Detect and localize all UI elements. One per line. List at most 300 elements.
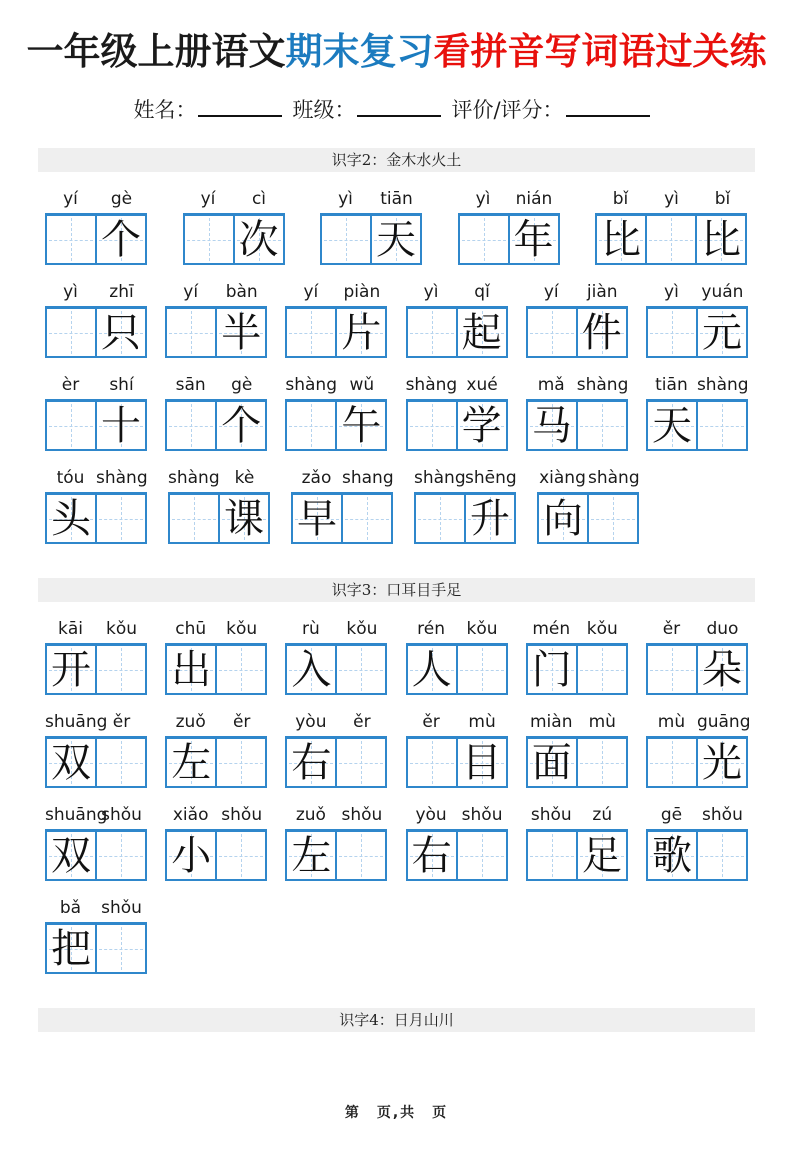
pinyin-row [406, 614, 508, 643]
pinyin-label: tiān [380, 189, 413, 209]
hanzi-char: 入 [291, 646, 332, 693]
pinyin-label: yí [63, 189, 78, 209]
pinyin-label: xué [466, 375, 498, 395]
pinyin-label: shàng [414, 468, 466, 488]
word-group [285, 370, 387, 451]
section-rows [45, 184, 748, 544]
writing-cell [578, 643, 628, 695]
pinyin-label: shǒu [702, 805, 743, 825]
pinyin-label: gè [110, 189, 133, 209]
word-group [458, 184, 560, 265]
pinyin-label: shǒu [101, 898, 142, 918]
writing-cell [406, 306, 458, 358]
student-info-line [0, 94, 793, 124]
cell-group [285, 736, 387, 788]
word-group [406, 277, 508, 358]
word-group [414, 463, 516, 544]
pinyin-row [526, 614, 628, 643]
cell-group [406, 399, 508, 451]
hanzi-char: 个 [221, 402, 262, 449]
cell-group [406, 306, 508, 358]
pinyin-label: tóu [56, 468, 85, 488]
pinyin-row [526, 370, 628, 399]
hanzi-char: 人 [411, 646, 452, 693]
pinyin-label: bàn [225, 282, 258, 302]
pinyin-label: mù [588, 712, 616, 732]
cell-group [537, 492, 639, 544]
writing-cell [97, 306, 147, 358]
word-group [165, 800, 267, 881]
word-group [285, 707, 387, 788]
hanzi-char: 片 [341, 309, 382, 356]
pinyin-label: shàng [285, 375, 337, 395]
pinyin-label: bǐ [714, 189, 731, 209]
pinyin-label: ěr [422, 712, 440, 732]
writing-cell [337, 643, 387, 695]
writing-cell [183, 213, 235, 265]
word-group [165, 614, 267, 695]
score-blank [566, 97, 650, 117]
writing-cell [97, 922, 147, 974]
word-group [285, 800, 387, 881]
writing-cell [458, 306, 508, 358]
pinyin-label: rù [301, 619, 320, 639]
writing-cell [217, 399, 267, 451]
cell-group [45, 399, 147, 451]
cell-group [646, 643, 748, 695]
hanzi-char: 左 [291, 832, 332, 879]
pinyin-row [165, 370, 267, 399]
hanzi-char: 天 [651, 402, 692, 449]
cell-group [526, 736, 628, 788]
word-group [526, 614, 628, 695]
writing-cell [595, 213, 647, 265]
pinyin-row [526, 277, 628, 306]
writing-cell [589, 492, 639, 544]
pinyin-label: kè [234, 468, 255, 488]
pinyin-label: shí [109, 375, 134, 395]
pinyin-label: zuǒ [175, 712, 206, 732]
pinyin-row [458, 184, 560, 213]
pinyin-label: piàn [343, 282, 381, 302]
writing-cell [458, 213, 510, 265]
cell-group [320, 213, 422, 265]
hanzi-char: 出 [171, 646, 212, 693]
hanzi-char: 开 [51, 646, 91, 693]
cell-group [45, 736, 147, 788]
pinyin-label: rén [417, 619, 445, 639]
pinyin-label: kǒu [586, 619, 618, 639]
writing-cell [343, 492, 393, 544]
pinyin-label: shǒu [530, 805, 572, 825]
writing-cell [337, 829, 387, 881]
cell-group [45, 306, 147, 358]
pinyin-row [414, 463, 516, 492]
writing-cell [165, 736, 217, 788]
writing-cell [165, 306, 217, 358]
cell-group [45, 213, 147, 265]
pinyin-label: mù [657, 712, 686, 732]
writing-cell [646, 643, 698, 695]
writing-cell [526, 306, 578, 358]
pinyin-row [165, 277, 267, 306]
cell-group [646, 399, 748, 451]
cell-group [285, 829, 387, 881]
writing-cell [578, 399, 628, 451]
pinyin-label: shàng [405, 375, 458, 395]
cell-group [406, 643, 508, 695]
pinyin-label: yí [543, 282, 559, 302]
score-label: 评价/评分： [451, 98, 564, 122]
word-group [537, 463, 639, 544]
hanzi-char: 课 [224, 495, 264, 542]
writing-cell [217, 643, 267, 695]
cell-group [165, 306, 267, 358]
cell-group [595, 213, 748, 265]
section-header: 识字4：日月山川 [38, 1008, 755, 1032]
writing-cell [291, 492, 343, 544]
name-blank [198, 97, 282, 117]
pinyin-row [646, 707, 751, 736]
pinyin-label: ěr [232, 712, 251, 732]
word-group [646, 614, 748, 695]
hanzi-char: 足 [581, 832, 622, 879]
hanzi-char: 只 [101, 309, 141, 356]
pinyin-label: yí [183, 282, 199, 302]
writing-cell [526, 643, 578, 695]
writing-cell [414, 492, 466, 544]
writing-cell [406, 399, 458, 451]
pinyin-label: zǎo [301, 468, 332, 488]
writing-cell [406, 736, 458, 788]
cell-group [646, 829, 748, 881]
pinyin-label: yì [423, 282, 439, 302]
hanzi-char: 早 [297, 495, 337, 542]
writing-cell [578, 306, 628, 358]
hanzi-char: 比 [701, 216, 741, 263]
pinyin-label: yuán [701, 282, 744, 302]
writing-cell [458, 643, 508, 695]
name-label: 姓名： [133, 98, 197, 122]
pinyin-row [406, 277, 508, 306]
word-group [45, 800, 147, 881]
hanzi-char: 双 [51, 739, 91, 786]
pinyin-label: shǒu [221, 805, 263, 825]
writing-cell [45, 213, 97, 265]
writing-cell [646, 399, 698, 451]
pinyin-label: xiàng [539, 468, 586, 488]
word-group [165, 370, 267, 451]
class-blank [357, 97, 441, 117]
pinyin-row [45, 277, 147, 306]
cell-group [165, 643, 267, 695]
pinyin-label: bǐ [612, 189, 629, 209]
word-group [526, 707, 628, 788]
hanzi-char: 目 [461, 739, 502, 786]
word-group [646, 800, 748, 881]
pinyin-label: ěr [112, 712, 131, 732]
pinyin-label: shǒu [461, 805, 503, 825]
hanzi-char: 次 [238, 216, 279, 263]
pinyin-label: gē [660, 805, 683, 825]
pinyin-row [45, 800, 147, 829]
class-label: 班级： [292, 98, 356, 122]
word-group [406, 800, 508, 881]
writing-cell [578, 829, 628, 881]
pinyin-label: mù [468, 712, 496, 732]
pinyin-row [406, 370, 508, 399]
cell-group [526, 643, 628, 695]
word-group [646, 277, 748, 358]
pinyin-label: kǒu [466, 619, 498, 639]
word-group [406, 707, 508, 788]
pinyin-label: zú [592, 805, 613, 825]
hanzi-char: 十 [101, 402, 141, 449]
pinyin-label: yì [664, 189, 679, 209]
pinyin-label: tiān [655, 375, 688, 395]
cell-group [285, 643, 387, 695]
hanzi-char: 门 [531, 646, 572, 693]
word-group [646, 707, 751, 788]
pinyin-row [45, 614, 147, 643]
writing-cell [698, 399, 748, 451]
hanzi-char: 右 [291, 739, 332, 786]
hanzi-char: 元 [701, 309, 742, 356]
pinyin-label: yí [303, 282, 319, 302]
word-group [45, 370, 147, 451]
word-group [45, 184, 147, 265]
writing-cell [578, 736, 628, 788]
pinyin-row [285, 614, 387, 643]
word-group [646, 370, 748, 451]
pinyin-row [537, 463, 639, 492]
pinyin-label: wǔ [349, 375, 375, 395]
writing-cell [646, 829, 698, 881]
hanzi-char: 起 [461, 309, 502, 356]
title-part-exercise: 看拼音写词语过关练 [433, 31, 767, 72]
cell-group [526, 399, 628, 451]
writing-cell [285, 736, 337, 788]
pinyin-row [165, 800, 267, 829]
cell-group [526, 306, 628, 358]
writing-cell [45, 399, 97, 451]
pinyin-label: shuāng [45, 805, 108, 825]
cell-group [45, 492, 147, 544]
hanzi-char: 歌 [651, 832, 692, 879]
pinyin-label: yòu [415, 805, 447, 825]
hanzi-char: 右 [411, 832, 452, 879]
cell-group [168, 492, 270, 544]
pinyin-row [45, 707, 147, 736]
cell-group [165, 736, 267, 788]
pinyin-label: yì [338, 189, 353, 209]
pinyin-row [646, 370, 748, 399]
cell-group [45, 643, 147, 695]
writing-cell [97, 213, 147, 265]
pinyin-label: shēng [465, 468, 517, 488]
hanzi-char: 件 [581, 309, 622, 356]
writing-cell [217, 736, 267, 788]
word-group [526, 277, 628, 358]
pinyin-label: yì [664, 282, 679, 302]
pinyin-row [45, 463, 147, 492]
word-group [165, 277, 267, 358]
hanzi-char: 半 [221, 309, 262, 356]
writing-cell [97, 736, 147, 788]
character-row [45, 370, 748, 451]
writing-cell [97, 829, 147, 881]
hanzi-char: 左 [171, 739, 212, 786]
pinyin-label: shang [342, 468, 394, 488]
pinyin-label: xiǎo [172, 805, 209, 825]
pinyin-row [291, 463, 393, 492]
pinyin-label: shàng [576, 375, 629, 395]
pinyin-label: shuāng [45, 712, 108, 732]
writing-cell [526, 399, 578, 451]
pinyin-label: shàng [168, 468, 220, 488]
word-group [45, 893, 147, 974]
word-group [285, 277, 387, 358]
pinyin-row [183, 184, 285, 213]
pinyin-label: qǐ [474, 282, 490, 302]
hanzi-char: 个 [101, 216, 141, 263]
writing-cell [337, 399, 387, 451]
word-group [45, 707, 147, 788]
pinyin-row [646, 800, 748, 829]
pinyin-row [406, 707, 508, 736]
cell-group [291, 492, 393, 544]
hanzi-char: 年 [513, 216, 554, 263]
pinyin-label: nián [515, 189, 553, 209]
writing-cell [45, 643, 97, 695]
writing-cell [458, 736, 508, 788]
writing-cell [526, 736, 578, 788]
word-group [320, 184, 422, 265]
pinyin-label: gè [231, 375, 253, 395]
cell-group [285, 306, 387, 358]
word-group [45, 614, 147, 695]
writing-cell [526, 829, 578, 881]
word-group [406, 614, 508, 695]
writing-cell [165, 399, 217, 451]
pinyin-row [45, 370, 147, 399]
worksheet-sections [0, 148, 793, 1032]
hanzi-char: 头 [51, 495, 91, 542]
writing-cell [285, 306, 337, 358]
writing-cell [45, 922, 97, 974]
pinyin-label: zuǒ [295, 805, 326, 825]
writing-cell [698, 829, 748, 881]
title-part-course: 一年级上册语文 [26, 31, 286, 72]
word-group [165, 707, 267, 788]
pinyin-row [320, 184, 422, 213]
writing-cell [372, 213, 422, 265]
pinyin-label: mén [532, 619, 571, 639]
character-row [45, 614, 748, 695]
pinyin-label: jiàn [586, 282, 618, 302]
writing-cell [45, 736, 97, 788]
writing-cell [45, 829, 97, 881]
hanzi-char: 向 [543, 495, 583, 542]
pinyin-label: guāng [696, 712, 751, 732]
writing-cell [337, 306, 387, 358]
writing-cell [235, 213, 285, 265]
writing-cell [510, 213, 560, 265]
cell-group [165, 399, 267, 451]
hanzi-char: 马 [531, 402, 572, 449]
section-header: 识字2：金木水火土 [38, 148, 755, 172]
writing-cell [698, 306, 748, 358]
cell-group [45, 829, 147, 881]
title-part-review: 期末复习 [285, 31, 434, 72]
page-footer: 第 页,共 页 [344, 1105, 449, 1121]
pinyin-row [45, 893, 147, 922]
pinyin-label: bǎ [59, 898, 82, 918]
pinyin-label: yì [63, 282, 78, 302]
pinyin-label: kǒu [346, 619, 378, 639]
cell-group [183, 213, 285, 265]
character-row [45, 707, 751, 788]
cell-group [285, 399, 387, 451]
writing-cell [45, 492, 97, 544]
pinyin-label: yì [475, 189, 491, 209]
word-group [183, 184, 285, 265]
cell-group [165, 829, 267, 881]
pinyin-label: chū [175, 619, 207, 639]
pinyin-label: kǒu [226, 619, 258, 639]
pinyin-row [646, 614, 748, 643]
cell-group [458, 213, 560, 265]
pinyin-row [285, 277, 387, 306]
writing-cell [97, 643, 147, 695]
writing-cell [647, 213, 697, 265]
pinyin-row [165, 707, 267, 736]
cell-group [646, 306, 748, 358]
word-group [285, 614, 387, 695]
pinyin-label: miàn [530, 712, 573, 732]
hanzi-char: 午 [341, 402, 382, 449]
section-rows [45, 614, 751, 974]
writing-cell [646, 306, 698, 358]
page-title [0, 30, 793, 74]
writing-cell [285, 829, 337, 881]
writing-cell [466, 492, 516, 544]
writing-cell [165, 829, 217, 881]
hanzi-char: 小 [171, 832, 212, 879]
writing-cell [458, 829, 508, 881]
pinyin-row [285, 800, 387, 829]
hanzi-char: 朵 [701, 646, 742, 693]
writing-cell [165, 643, 217, 695]
pinyin-row [165, 614, 267, 643]
pinyin-label: duo [706, 619, 739, 639]
hanzi-char: 光 [701, 739, 742, 786]
writing-cell [320, 213, 372, 265]
pinyin-label: yí [200, 189, 216, 209]
writing-cell [97, 492, 147, 544]
pinyin-label: mǎ [537, 375, 565, 395]
word-group [291, 463, 393, 544]
writing-cell [697, 213, 747, 265]
word-group [168, 463, 270, 544]
pinyin-label: shàng [588, 468, 640, 488]
pinyin-row [406, 800, 508, 829]
word-group [526, 800, 628, 881]
writing-cell [217, 306, 267, 358]
character-row [45, 463, 748, 544]
hanzi-char: 天 [376, 216, 416, 263]
hanzi-char: 把 [51, 925, 91, 972]
